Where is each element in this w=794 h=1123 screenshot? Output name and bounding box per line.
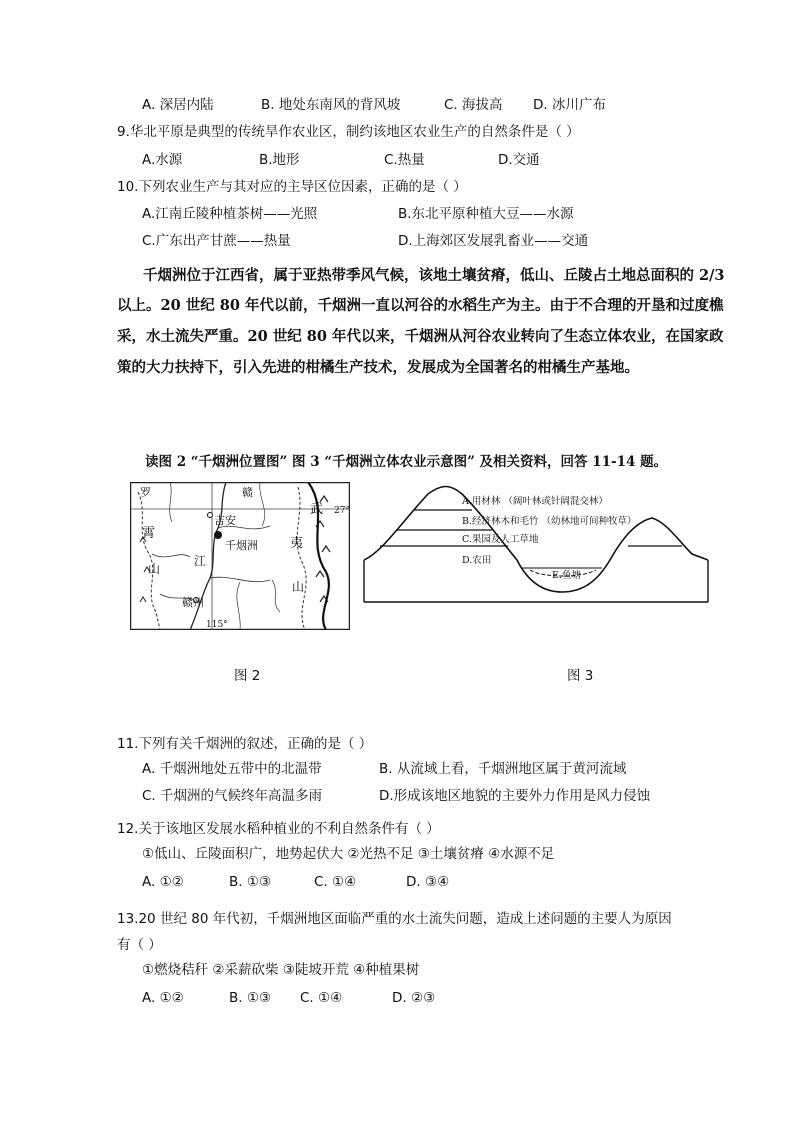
q13-option-a: A. ①② xyxy=(142,990,184,1006)
q12-option-c: C. ①④ xyxy=(314,874,357,890)
zone-label-a: A.用材林 （阔叶林或针阔混交林） xyxy=(462,496,608,507)
zone-label-d: D.农田 xyxy=(462,555,492,566)
q13-option-d: D. ②③ xyxy=(392,990,436,1006)
q10-option-c: C.广东出产甘蔗——热量 xyxy=(142,233,291,249)
map-label-gan: 赣 xyxy=(242,486,253,499)
q8-option-c: C. 海拔高 xyxy=(444,97,503,113)
q9-option-a: A.水源 xyxy=(142,152,183,168)
map-label-qianyanzhou: 千烟洲 xyxy=(225,539,258,552)
passage-line-1: 千烟洲位于江西省，属于亚热带季风气候，该地土壤贫瘠，低山、丘陵占土地总面积的 2/3 xyxy=(143,267,725,284)
q8-option-d: D. 冰川广布 xyxy=(533,97,606,113)
figure3-diagram xyxy=(362,482,710,604)
map-label-yi: 夷 xyxy=(290,536,304,551)
map-label-shan2: 山 xyxy=(292,580,305,594)
passage-line-3: 采，水土流失严重。20 世纪 80 年代以来，千烟洲从河谷农业转向了生态立体农业，在国家政 xyxy=(117,328,724,345)
map-label-ganzhou: 赣州 xyxy=(182,596,204,609)
q13-option-b: B. ①③ xyxy=(229,990,272,1006)
q10-stem: 10.下列农业生产与其对应的主导区位因素，正确的是（ ） xyxy=(117,179,467,195)
map-label-luo: 罗 xyxy=(140,486,151,499)
q13-stem-line1: 13.20 世纪 80 年代初，千烟洲地区面临严重的水土流失问题，造成上述问题的主要人为原因 xyxy=(117,911,672,927)
q9-option-c: C.热量 xyxy=(384,152,425,168)
q10-option-a: A.江南丘陵种植茶树——光照 xyxy=(142,206,318,222)
map-label-jiang: 江 xyxy=(194,554,207,568)
q13-items: ①燃烧秸秆 ②采薪砍柴 ③陡坡开荒 ④种植果树 xyxy=(142,962,420,978)
figure3-caption: 图 3 xyxy=(567,668,594,684)
q11-option-c: C. 千烟洲的气候终年高温多雨 xyxy=(142,788,323,804)
q10-option-d: D.上海郊区发展乳畜业——交通 xyxy=(398,233,589,249)
q13-stem-line2: 有（ ） xyxy=(117,937,162,953)
q12-items: ①低山、丘陵面积广，地势起伏大 ②光热不足 ③土壤贫瘠 ④水源不足 xyxy=(142,846,555,862)
passage-line-2: 以上。20 世纪 80 年代以前，千烟洲一直以河谷的水稻生产为主。由于不合理的开垦和过度樵 xyxy=(117,297,724,314)
q12-option-a: A. ①② xyxy=(142,874,184,890)
q12-stem: 12.关于该地区发展水稻种植业的不利自然条件有（ ） xyxy=(117,821,440,837)
qianyanzhou-marker xyxy=(214,531,222,539)
map-label-wu: 武 xyxy=(310,502,324,517)
q13-option-c: C. ①④ xyxy=(300,990,343,1006)
map-label-xiao: 霄 xyxy=(142,526,156,541)
q11-option-a: A. 千烟洲地处五带中的北温带 xyxy=(142,761,322,777)
figure-instruction: 读图 2 “千烟洲位置图” 图 3 “千烟洲立体农业示意图” 及相关资料，回答 11-14 题。 xyxy=(145,454,668,470)
q11-option-d: D.形成该地区地貌的主要外力作用是风力侵蚀 xyxy=(379,788,651,804)
q10-option-b: B.东北平原种植大豆——水源 xyxy=(398,206,574,222)
map-label-shan: 山 xyxy=(148,562,161,576)
map-label-jian: 吉安 xyxy=(214,514,236,527)
map-label-lon: 115° xyxy=(206,620,228,630)
q9-stem: 9.华北平原是典型的传统旱作农业区，制约该地区农业生产的自然条件是（ ） xyxy=(117,124,580,140)
q9-option-d: D.交通 xyxy=(498,152,540,168)
map-label-lat: 27° xyxy=(334,506,350,516)
q12-option-d: D. ③④ xyxy=(406,874,450,890)
zone-label-e: E.鱼塘 xyxy=(552,570,581,581)
q8-option-b: B. 地处东南风的背风坡 xyxy=(261,97,401,113)
zone-label-b: B.经济林木和毛竹 （幼林地可间种牧草） xyxy=(462,516,637,527)
q11-option-b: B. 从流域上看，千烟洲地区属于黄河流域 xyxy=(379,761,627,777)
figure2-caption: 图 2 xyxy=(234,668,261,684)
q9-option-b: B.地形 xyxy=(259,152,300,168)
q12-option-b: B. ①③ xyxy=(229,874,272,890)
q8-option-a: A. 深居内陆 xyxy=(142,97,214,113)
q11-stem: 11.下列有关千烟洲的叙述，正确的是（ ） xyxy=(117,736,373,752)
figure2-map xyxy=(130,482,350,630)
zone-label-c: C.果园及人工草地 xyxy=(462,534,539,545)
passage-line-4: 策的大力扶持下，引入先进的柑橘生产技术，发展成为全国著名的柑橘生产基地。 xyxy=(117,359,639,376)
